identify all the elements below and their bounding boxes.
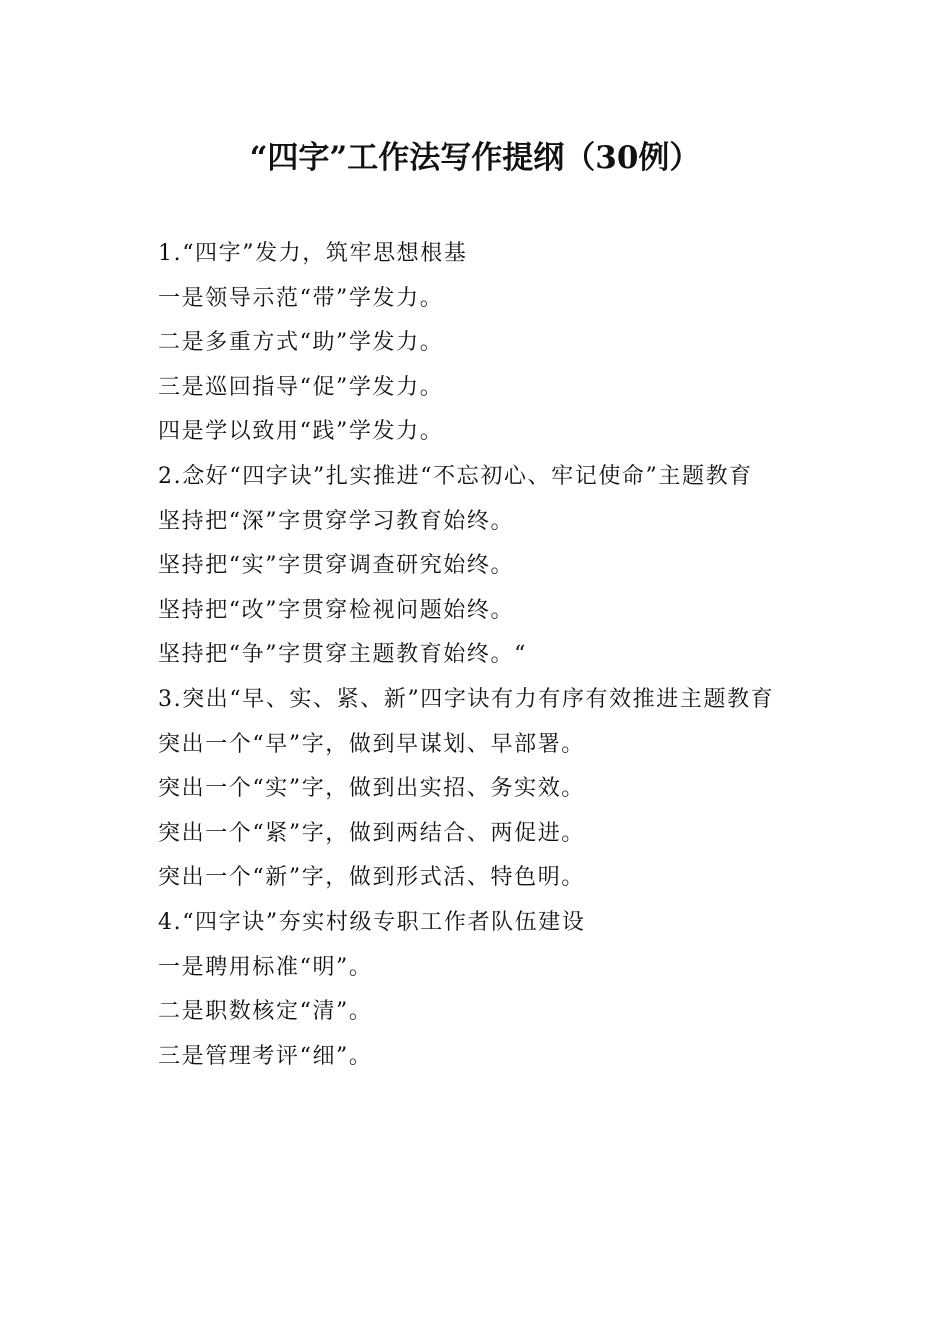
document-body [120,232,830,1079]
document-title: “四字”工作法写作提纲（30例） [249,140,701,176]
section-heading-1: 1.“四字”发力，筑牢思想根基 [158,241,468,266]
list-item: 三是巡回指导“促”学发力。 [158,374,444,400]
list-item: 突出一个“紧”字，做到两结合、两促进。 [158,820,585,846]
section-heading-4: 4.“四字诀”夯实村级专职工作者队伍建设 [158,909,586,935]
list-item: 一是领导示范“带”学发力。 [158,285,444,311]
list-item: 坚持把“实”字贯穿调查研究始终。 [158,553,515,579]
list-item: 突出一个“早”字，做到早谋划、早部署。 [158,731,585,757]
list-item: 二是职数核定“清”。 [158,999,373,1025]
list-item: 二是多重方式“助”学发力。 [158,330,444,356]
list-item: 三是管理考评“细”。 [158,1043,373,1069]
list-item: 四是学以致用“践”学发力。 [158,419,444,445]
list-item: 坚持把“争”字贯穿主题教育始终。“ [158,642,527,668]
list-item: 一是聘用标准“明”。 [158,954,373,980]
section-heading-2: 2.念好“四字诀”扎实推进“不忘初心、牢记使命”主题教育 [158,463,753,489]
section-heading-3: 3.突出“早、实、紧、新”四字诀有力有序有效推进主题教育 [158,686,775,712]
list-item: 突出一个“实”字，做到出实招、务实效。 [158,776,585,802]
list-item: 突出一个“新”字，做到形式活、特色明。 [158,865,585,891]
list-item: 坚持把“深”字贯穿学习教育始终。 [158,508,515,534]
list-item: 坚持把“改”字贯穿检视问题始终。 [158,597,515,623]
